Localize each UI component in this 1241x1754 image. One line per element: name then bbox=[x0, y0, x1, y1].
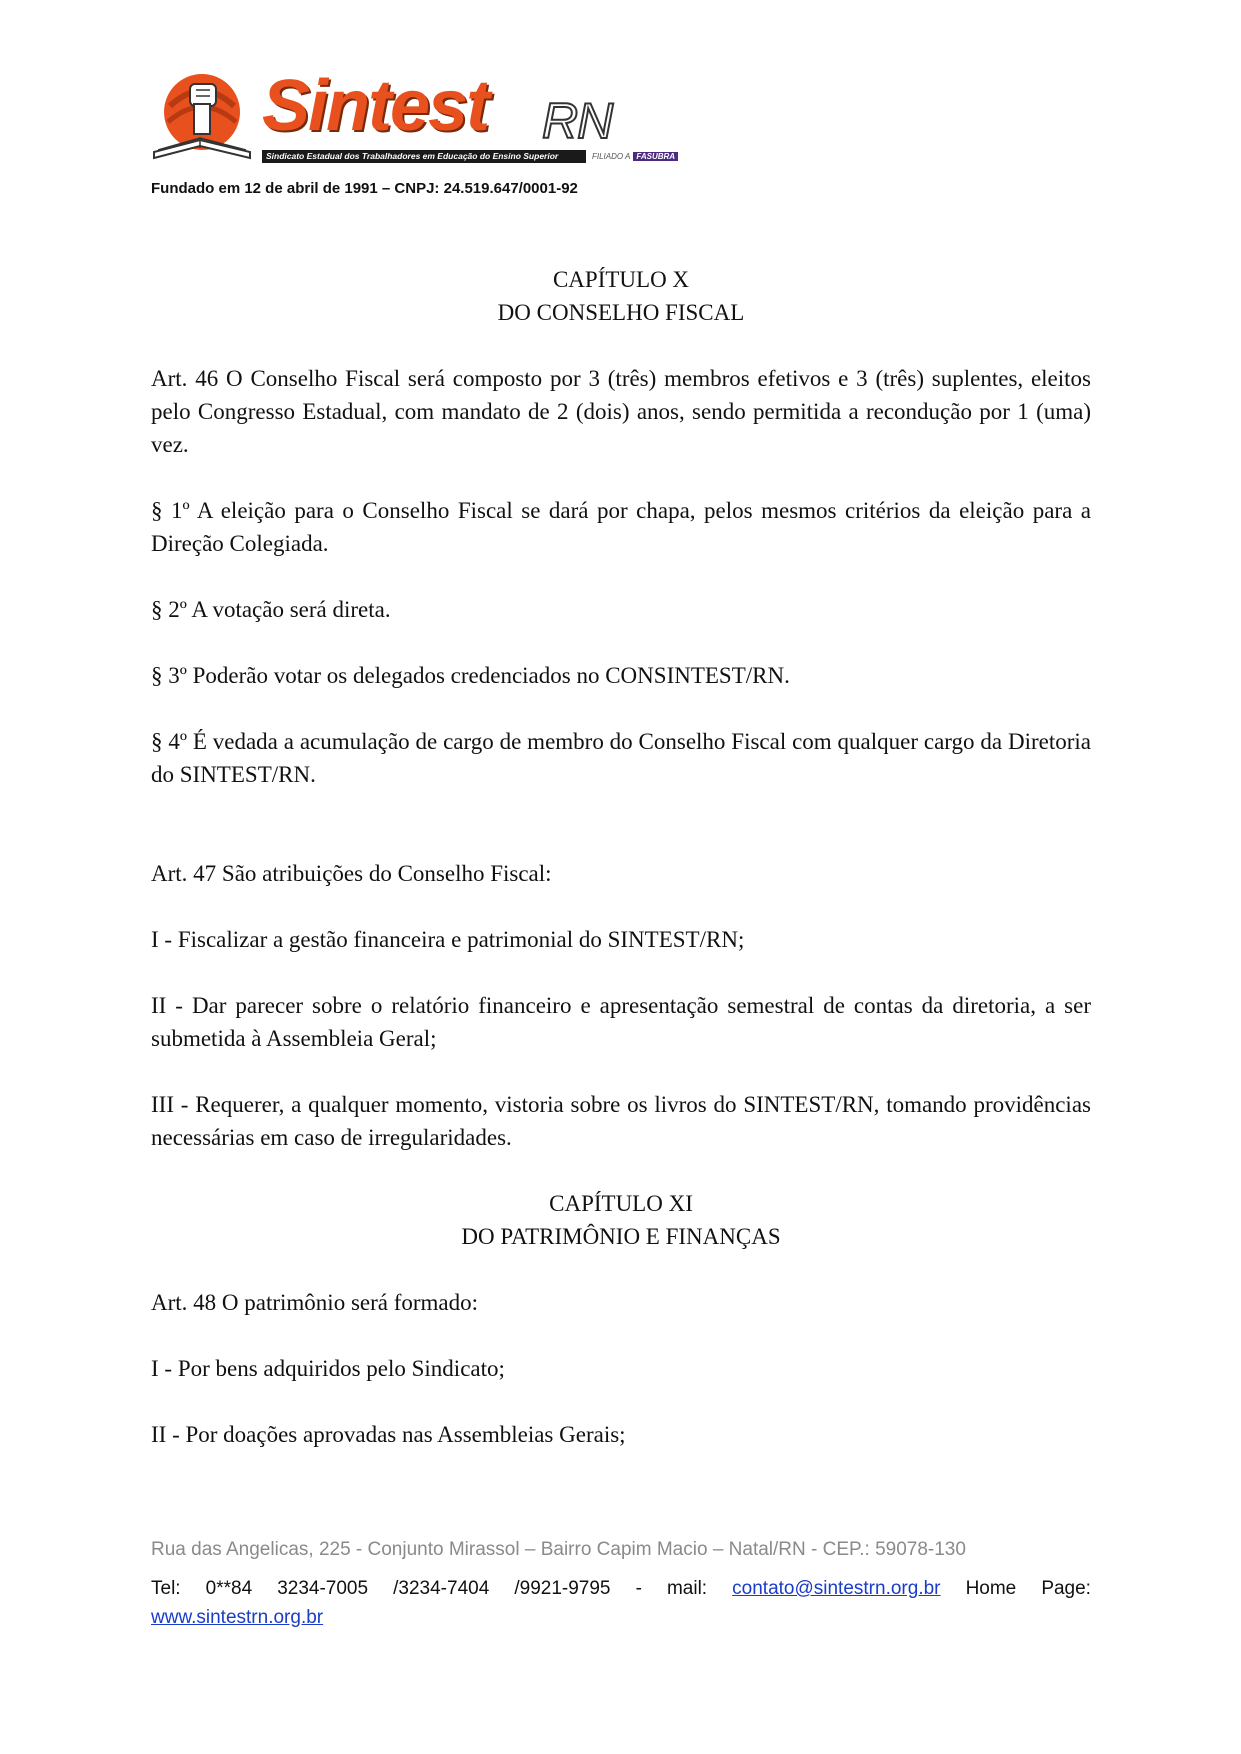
affiliation-org: FASUBRA bbox=[633, 152, 678, 161]
phone-2: /3234-7404 bbox=[393, 1578, 490, 1599]
article-47: Art. 47 São atribuições do Conselho Fiscal: bbox=[151, 861, 552, 886]
phone-1: 3234-7005 bbox=[277, 1578, 369, 1599]
article-48: Art. 48 O patrimônio será formado: bbox=[151, 1290, 479, 1315]
chapter-11-subtitle: DO PATRIMÔNIO E FINANÇAS bbox=[461, 1224, 781, 1249]
article-47-item-2: II - Dar parecer sobre o relatório financeiro e apresentação semestral de contas da diretoria, a ser submetida à Assembleia Geral; bbox=[151, 993, 1091, 1051]
home-label: Home bbox=[965, 1578, 1017, 1599]
logo-suffix: RN bbox=[542, 93, 613, 149]
article-46: Art. 46 O Conselho Fiscal será composto por 3 (três) membros efetivos e 3 (três) suplentes, eleitos pelo Congresso Estadual, com mandato de 2 (dois) anos, sendo permitida a recondução por 1 (uma) vez. bbox=[151, 366, 1091, 457]
article-47-item-1: I - Fiscalizar a gestão financeira e patrimonial do SINTEST/RN; bbox=[151, 927, 745, 952]
logo-wordmark: Sintest bbox=[262, 66, 489, 146]
document-body bbox=[151, 263, 1091, 1484]
tel-label: Tel: bbox=[151, 1578, 181, 1599]
footer-address: Rua das Angelicas, 225 - Conjunto Mirassol – Bairro Capim Macio – Natal/RN - CEP.: 59078-130 bbox=[151, 1539, 966, 1560]
footer-contact bbox=[151, 1574, 1091, 1632]
article-46-paragraph-3: § 3º Poderão votar os delegados credenciados no CONSINTEST/RN. bbox=[151, 663, 790, 688]
website-link[interactable]: www.sintestrn.org.br bbox=[151, 1607, 324, 1628]
separator: - bbox=[635, 1578, 642, 1599]
affiliation-label: FILIADO A bbox=[592, 152, 631, 161]
phone-prefix: 0**84 bbox=[205, 1578, 253, 1599]
article-48-item-2: II - Por doações aprovadas nas Assembleias Gerais; bbox=[151, 1422, 626, 1447]
article-47-item-3: III - Requerer, a qualquer momento, vistoria sobre os livros do SINTEST/RN, tomando providências necessárias em caso de irregularidades. bbox=[151, 1092, 1091, 1150]
mail-label: mail: bbox=[666, 1578, 708, 1599]
logo-affiliation bbox=[592, 150, 678, 163]
chapter-10-title: CAPÍTULO X bbox=[552, 267, 690, 292]
founded-line: Fundado em 12 de abril de 1991 – CNPJ: 24.519.647/0001-92 bbox=[151, 180, 578, 197]
article-48-item-1: I - Por bens adquiridos pelo Sindicato; bbox=[151, 1356, 505, 1381]
article-46-paragraph-4: § 4º É vedada a acumulação de cargo de membro do Conselho Fiscal com qualquer cargo da Diretoria do SINTEST/RN. bbox=[151, 729, 1091, 787]
phone-3: /9921-9795 bbox=[514, 1578, 611, 1599]
page-label: Page: bbox=[1041, 1578, 1091, 1599]
chapter-10-subtitle: DO CONSELHO FISCAL bbox=[497, 300, 745, 325]
article-46-paragraph-1: § 1º A eleição para o Conselho Fiscal se dará por chapa, pelos mesmos critérios da eleição para a Direção Colegiada. bbox=[151, 498, 1091, 556]
email-link[interactable]: contato@sintestrn.org.br bbox=[732, 1578, 941, 1599]
article-46-paragraph-2: § 2º A votação será direta. bbox=[151, 597, 391, 622]
fist-book-logo-icon bbox=[150, 66, 262, 166]
chapter-11-title: CAPÍTULO XI bbox=[549, 1191, 693, 1216]
logo-subtitle: Sindicato Estadual dos Trabalhadores em Educação do Ensino Superior bbox=[262, 150, 586, 163]
